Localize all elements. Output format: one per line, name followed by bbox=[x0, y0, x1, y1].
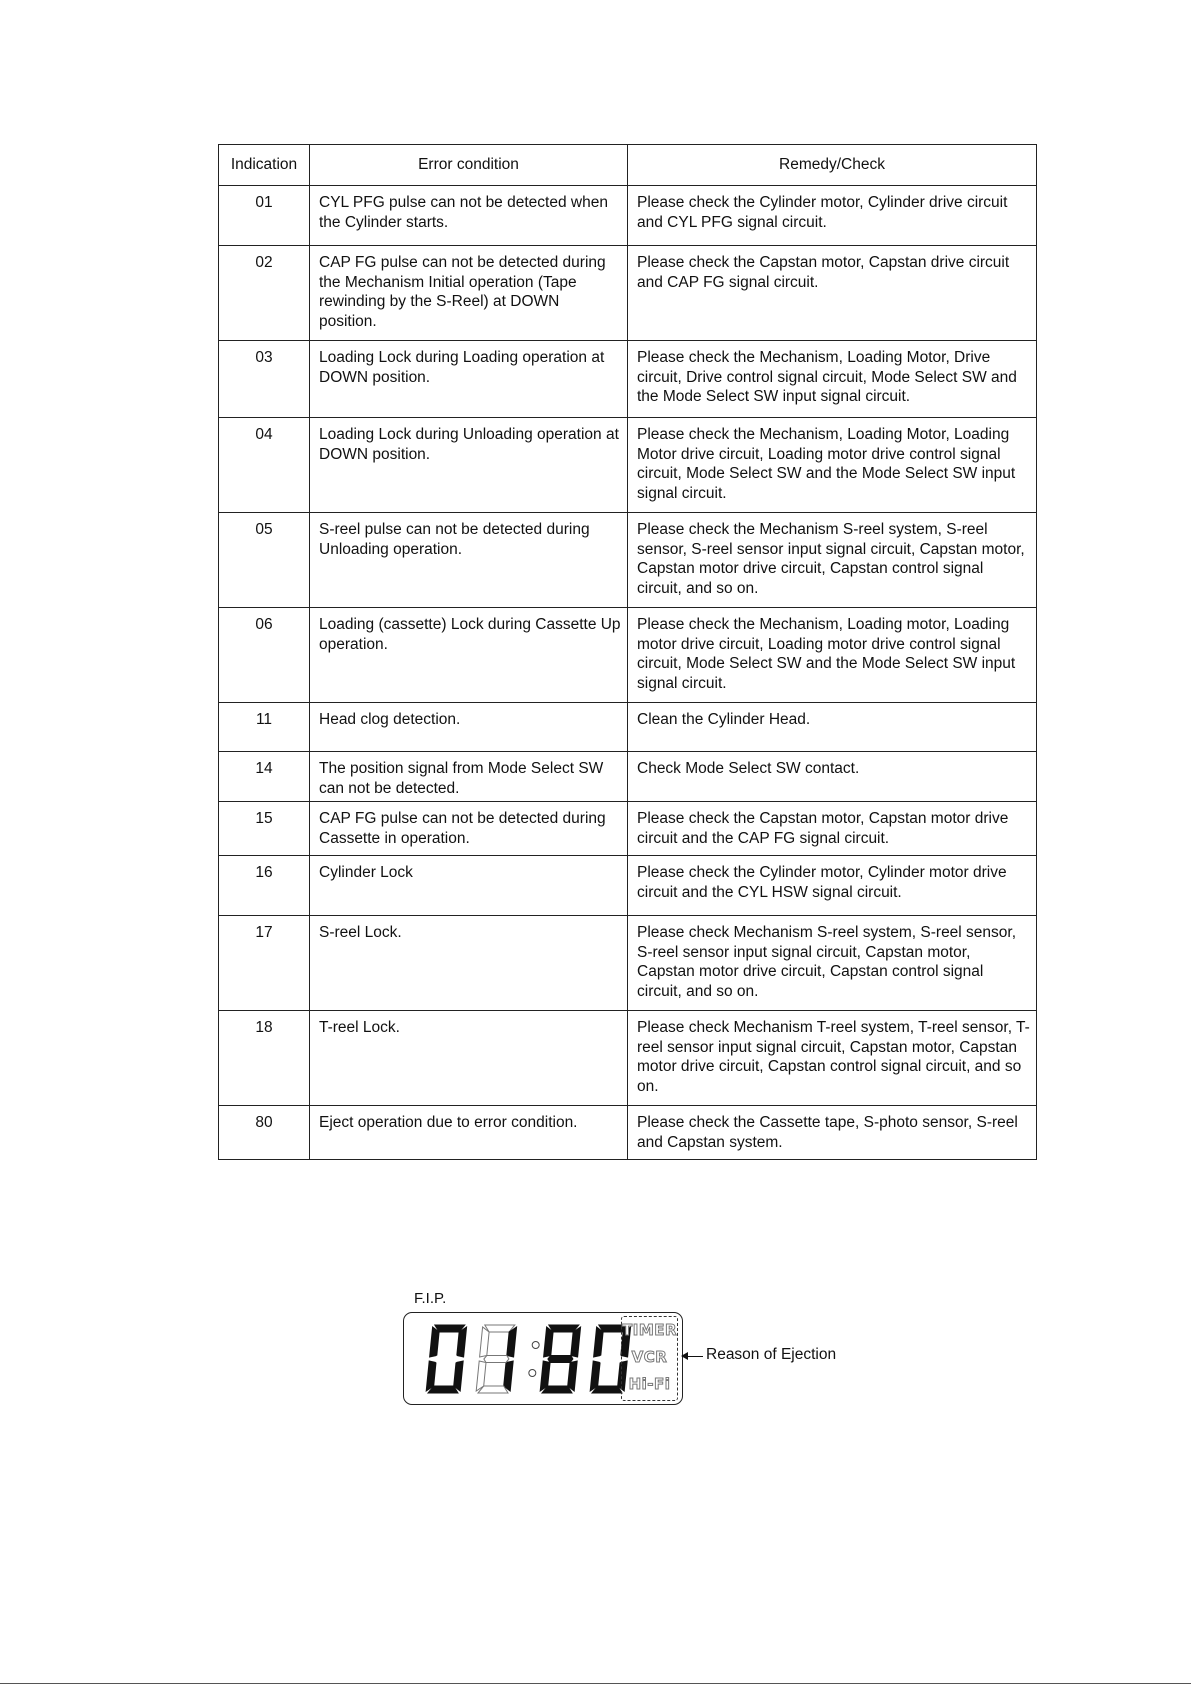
remedy-check-cell: Please check the Mechanism S-reel system, S-reel sensor, S-reel sensor input signal circuit, Capstan motor, Capstan motor drive circuit, Capstan control signal circuit, and so on. bbox=[628, 513, 1037, 608]
reason-of-ejection-label: Reason of Ejection bbox=[706, 1346, 837, 1363]
segment-f bbox=[594, 1327, 604, 1357]
table-row bbox=[219, 1106, 1037, 1160]
reason-arrow-icon bbox=[683, 1356, 703, 1357]
indication-cell: 18 bbox=[219, 1011, 310, 1106]
remedy-check-cell: Please check Mechanism S-reel system, S-reel sensor, S-reel sensor input signal circuit, Capstan motor, Capstan motor drive circuit, Capstan control signal circuit, and so on. bbox=[628, 916, 1037, 1011]
vcr-indicator: VCR bbox=[631, 1348, 668, 1366]
table-row bbox=[219, 513, 1037, 608]
header-remedy-check: Remedy/Check bbox=[628, 145, 1037, 186]
fip-label: F.I.P. bbox=[414, 1290, 447, 1307]
digit-1 bbox=[476, 1325, 516, 1393]
indication-cell: 17 bbox=[219, 916, 310, 1011]
error-condition-cell: The position signal from Mode Select SW can not be detected. bbox=[310, 752, 628, 802]
segment-f bbox=[430, 1327, 440, 1357]
colon-dot bbox=[532, 1342, 539, 1349]
remedy-check-cell: Please check the Cylinder motor, Cylinder motor drive circuit and the CYL HSW signal circuit. bbox=[628, 856, 1037, 916]
table-row bbox=[219, 1011, 1037, 1106]
remedy-check-cell: Clean the Cylinder Head. bbox=[628, 703, 1037, 752]
remedy-check-cell: Please check the Mechanism, Loading motor, Loading motor drive circuit, Loading motor drive control signal circuit, Mode Select SW and the Mode Select SW input signal circuit. bbox=[628, 608, 1037, 703]
error-condition-cell: CAP FG pulse can not be detected during Cassette in operation. bbox=[310, 802, 628, 856]
error-condition-cell: Eject operation due to error condition. bbox=[310, 1106, 628, 1160]
remedy-check-cell: Please check the Cassette tape, S-photo sensor, S-reel and Capstan system. bbox=[628, 1106, 1037, 1160]
error-condition-cell: S-reel Lock. bbox=[310, 916, 628, 1011]
indication-cell: 01 bbox=[219, 186, 310, 246]
segment-g bbox=[598, 1356, 623, 1363]
remedy-check-cell: Please check Mechanism T-reel system, T-reel sensor, T-reel sensor input signal circuit, Capstan motor, Capstan motor drive circuit, Capstan control signal circuit, and so on. bbox=[628, 1011, 1037, 1106]
remedy-check-cell: Please check the Capstan motor, Capstan drive circuit and CAP FG signal circuit. bbox=[628, 246, 1037, 341]
table-header-row bbox=[219, 145, 1037, 186]
digit-0 bbox=[426, 1325, 466, 1393]
error-code-table bbox=[218, 144, 1037, 1160]
indication-cell: 06 bbox=[219, 608, 310, 703]
status-indicator-box bbox=[621, 1316, 678, 1401]
table-row bbox=[219, 752, 1037, 802]
table-row bbox=[219, 856, 1037, 916]
segment-g bbox=[434, 1356, 459, 1363]
table-row bbox=[219, 802, 1037, 856]
segment-f bbox=[480, 1327, 490, 1357]
segment-c bbox=[568, 1361, 578, 1391]
indication-cell: 04 bbox=[219, 418, 310, 513]
error-condition-cell: CAP FG pulse can not be detected during the Mechanism Initial operation (Tape rewinding by the S-Reel) at DOWN position. bbox=[310, 246, 628, 341]
remedy-check-cell: Check Mode Select SW contact. bbox=[628, 752, 1037, 802]
fip-display bbox=[403, 1312, 683, 1405]
table-row bbox=[219, 418, 1037, 513]
indication-cell: 03 bbox=[219, 341, 310, 418]
segment-c bbox=[454, 1361, 464, 1391]
error-condition-cell: Head clog detection. bbox=[310, 703, 628, 752]
colon-separator bbox=[529, 1342, 539, 1377]
segment-g bbox=[548, 1356, 573, 1363]
colon-dot bbox=[529, 1370, 536, 1377]
header-indication: Indication bbox=[219, 145, 310, 186]
indication-cell: 02 bbox=[219, 246, 310, 341]
table-row bbox=[219, 246, 1037, 341]
segment-g bbox=[484, 1356, 509, 1363]
error-condition-cell: Loading Lock during Unloading operation at DOWN position. bbox=[310, 418, 628, 513]
indication-cell: 16 bbox=[219, 856, 310, 916]
segment-f bbox=[544, 1327, 554, 1357]
error-condition-cell: Cylinder Lock bbox=[310, 856, 628, 916]
timer-indicator: TIMER bbox=[622, 1321, 678, 1339]
indication-cell: 15 bbox=[219, 802, 310, 856]
segment-c bbox=[504, 1361, 514, 1391]
remedy-check-cell: Please check the Mechanism, Loading Motor, Drive circuit, Drive control signal circuit, Mode Select SW and the Mode Select SW input signal circuit. bbox=[628, 341, 1037, 418]
digit-3 bbox=[540, 1325, 580, 1393]
indication-cell: 14 bbox=[219, 752, 310, 802]
error-condition-cell: CYL PFG pulse can not be detected when the Cylinder starts. bbox=[310, 186, 628, 246]
error-condition-cell: S-reel pulse can not be detected during Unloading operation. bbox=[310, 513, 628, 608]
table-row bbox=[219, 186, 1037, 246]
table-row bbox=[219, 608, 1037, 703]
table-row bbox=[219, 916, 1037, 1011]
table-row bbox=[219, 703, 1037, 752]
indication-cell: 05 bbox=[219, 513, 310, 608]
table-row bbox=[219, 341, 1037, 418]
remedy-check-cell: Please check the Cylinder motor, Cylinder drive circuit and CYL PFG signal circuit. bbox=[628, 186, 1037, 246]
header-error-condition: Error condition bbox=[310, 145, 628, 186]
error-condition-cell: T-reel Lock. bbox=[310, 1011, 628, 1106]
error-condition-cell: Loading (cassette) Lock during Cassette Up operation. bbox=[310, 608, 628, 703]
indication-cell: 11 bbox=[219, 703, 310, 752]
page-bottom-divider bbox=[0, 1683, 1191, 1684]
indication-cell: 80 bbox=[219, 1106, 310, 1160]
remedy-check-cell: Please check the Mechanism, Loading Motor, Loading Motor drive circuit, Loading motor drive control signal circuit, Mode Select SW and the Mode Select SW input signal circuit. bbox=[628, 418, 1037, 513]
remedy-check-cell: Please check the Capstan motor, Capstan motor drive circuit and the CAP FG signal circuit. bbox=[628, 802, 1037, 856]
error-condition-cell: Loading Lock during Loading operation at DOWN position. bbox=[310, 341, 628, 418]
hifi-indicator: Hi-Fi bbox=[628, 1375, 671, 1393]
